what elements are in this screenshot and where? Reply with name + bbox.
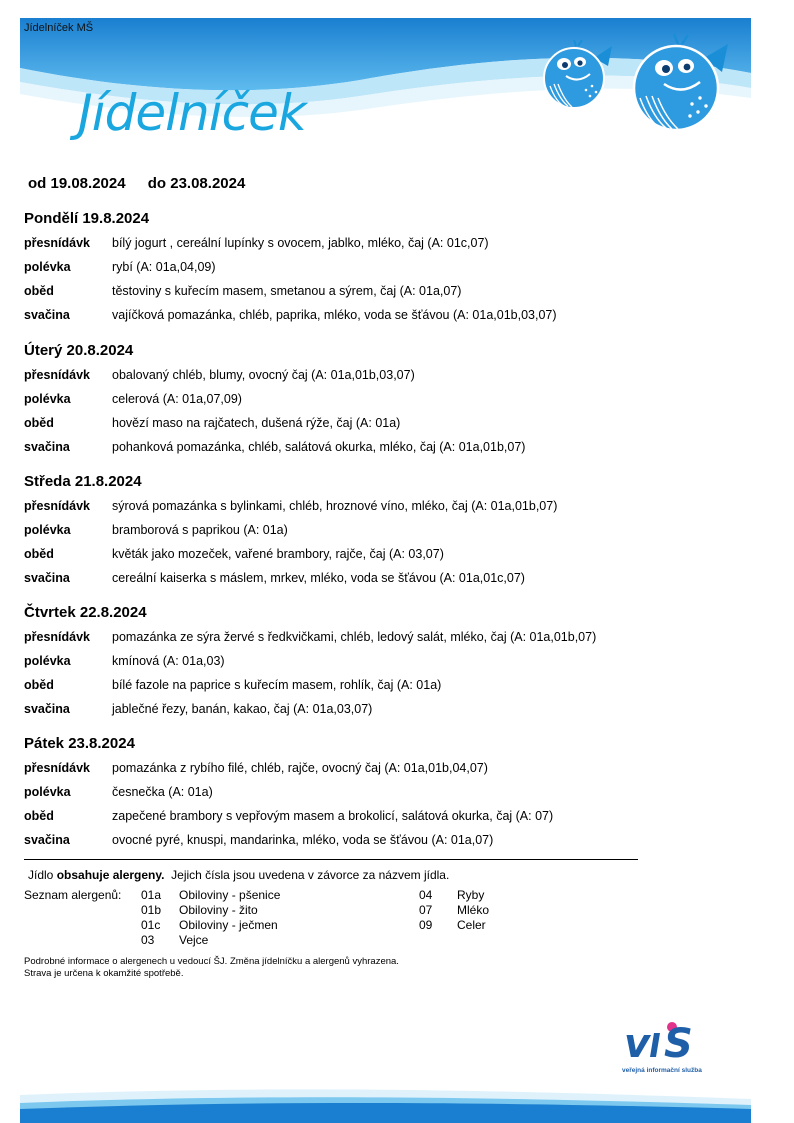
meal-row	[24, 702, 664, 726]
meal-row	[24, 523, 664, 547]
allergen-name: Obiloviny - ječmen	[179, 918, 278, 932]
day-title: Čtvrtek 22.8.2024	[24, 604, 147, 621]
meal-label: svačina	[24, 308, 70, 322]
period-to: do 23.08.2024	[147, 175, 246, 192]
meal-text: cereální kaiserka s máslem, mrkev, mléko, voda se šťávou (A: 01a,01c,07)	[112, 571, 525, 585]
day-section	[24, 473, 664, 595]
svg-text:v: v	[624, 1021, 651, 1067]
meal-label: polévka	[24, 654, 71, 668]
meal-text: pomazánka z rybího filé, chléb, rajče, ovocný čaj (A: 01a,01b,04,07)	[112, 761, 488, 775]
bottom-wave	[20, 1085, 751, 1123]
meal-row	[24, 630, 664, 654]
page-title: Jídelníček	[78, 84, 306, 142]
meal-text: kmínová (A: 01a,03)	[112, 654, 225, 668]
meal-text: květák jako mozeček, vařené brambory, rajče, čaj (A: 03,07)	[112, 547, 444, 561]
allergen-name: Obiloviny - pšenice	[179, 888, 281, 902]
day-section	[24, 210, 664, 332]
meal-row	[24, 833, 664, 857]
meal-row	[24, 392, 664, 416]
meal-label: přesnídávk	[24, 630, 91, 644]
meal-row	[24, 571, 664, 595]
meal-row	[24, 308, 664, 332]
day-title: Pátek 23.8.2024	[24, 735, 135, 752]
allergen-item	[141, 888, 280, 902]
allergen-name: Ryby	[457, 888, 485, 902]
allergen-item	[141, 918, 278, 932]
divider	[24, 859, 638, 860]
allergen-name: Vejce	[179, 933, 209, 947]
meal-label: oběd	[24, 678, 54, 692]
small-fish-icon	[542, 40, 614, 110]
header-banner	[20, 18, 751, 148]
period-from: od 19.08.2024	[28, 175, 126, 192]
vis-logo	[620, 1015, 720, 1085]
meal-text: bramborová s paprikou (A: 01a)	[112, 523, 288, 537]
meal-text: vajíčková pomazánka, chléb, paprika, mléko, voda se šťávou (A: 01a,01b,03,07)	[112, 308, 557, 322]
meal-label: přesnídávk	[24, 761, 91, 775]
meal-text: jablečné řezy, banán, kakao, čaj (A: 01a,03,07)	[112, 702, 373, 716]
allergen-code: 04	[419, 888, 433, 902]
allergen-item	[141, 903, 258, 917]
allergen-code: 01a	[141, 888, 162, 902]
meal-text: zapečené brambory s vepřovým masem a brokolicí, salátová okurka, čaj (A: 07)	[112, 809, 554, 823]
allergen-code: 07	[419, 903, 433, 917]
day-section	[24, 604, 664, 726]
allergen-name: Mléko	[457, 903, 490, 917]
allergen-code: 01b	[141, 903, 162, 917]
meal-text: rybí (A: 01a,04,09)	[112, 260, 216, 274]
meal-label: přesnídávk	[24, 368, 91, 382]
document-label: Jídelníček MŠ	[24, 22, 94, 34]
allergen-note-bold: obsahuje alergeny.	[56, 868, 165, 882]
day-title: Středa 21.8.2024	[24, 473, 142, 490]
logo-subtitle: veřejná informační služba	[622, 1067, 702, 1074]
footer-note	[24, 956, 399, 980]
meal-label: polévka	[24, 523, 71, 537]
menu-period	[28, 175, 245, 192]
meal-label: polévka	[24, 785, 71, 799]
allergen-note-part1: Jídlo	[28, 868, 57, 882]
meal-row	[24, 368, 664, 392]
allergen-list-label: Seznam alergenů:	[24, 888, 122, 902]
allergen-name: Celer	[457, 918, 486, 932]
svg-text:S: S	[664, 1021, 693, 1067]
day-section	[24, 342, 664, 464]
allergen-note	[28, 868, 449, 882]
meal-text: pohanková pomazánka, chléb, salátová okurka, mléko, čaj (A: 01a,01b,07)	[112, 440, 526, 454]
meal-row	[24, 499, 664, 523]
allergen-item	[141, 933, 208, 947]
meal-label: svačina	[24, 571, 70, 585]
footer-line: Podrobné informace o alergenech u vedoucí ŠJ. Změna jídelníčku a alergenů vyhrazena.	[24, 956, 399, 967]
meal-text: česnečka (A: 01a)	[112, 785, 213, 799]
meal-text: obalovaný chléb, blumy, ovocný čaj (A: 01a,01b,03,07)	[112, 368, 415, 382]
meal-label: polévka	[24, 260, 71, 274]
meal-label: oběd	[24, 809, 54, 823]
meal-row	[24, 785, 664, 809]
meal-text: celerová (A: 01a,07,09)	[112, 392, 242, 406]
meal-label: oběd	[24, 416, 54, 430]
meal-text: bílé fazole na paprice s kuřecím masem, rohlík, čaj (A: 01a)	[112, 678, 442, 692]
meal-row	[24, 547, 664, 571]
meal-row	[24, 416, 664, 440]
allergen-item	[419, 918, 486, 932]
meal-row	[24, 440, 664, 464]
meal-row	[24, 260, 664, 284]
meal-text: pomazánka ze sýra žervé s ředkvičkami, chléb, ledový salát, mléko, čaj (A: 01a,01b,07)	[112, 630, 597, 644]
meal-label: svačina	[24, 702, 70, 716]
meal-row	[24, 236, 664, 260]
big-fish-icon	[630, 32, 730, 132]
allergen-note-part2: Jejich čísla jsou uvedena v závorce za názvem jídla.	[164, 868, 450, 882]
allergen-item	[419, 903, 489, 917]
meal-label: přesnídávk	[24, 236, 91, 250]
meal-row	[24, 654, 664, 678]
day-title: Úterý 20.8.2024	[24, 342, 134, 359]
allergen-code: 09	[419, 918, 433, 932]
meal-label: polévka	[24, 392, 71, 406]
meal-label: přesnídávk	[24, 499, 91, 513]
meal-label: oběd	[24, 284, 54, 298]
footer-line: Strava je určena k okamžité spotřebě.	[24, 968, 184, 979]
meal-label: oběd	[24, 547, 54, 561]
meal-text: ovocné pyré, knuspi, mandarinka, mléko, voda se šťávou (A: 01a,07)	[112, 833, 494, 847]
meal-text: hovězí maso na rajčatech, dušená rýže, čaj (A: 01a)	[112, 416, 401, 430]
meal-text: sýrová pomazánka s bylinkami, chléb, hroznové víno, mléko, čaj (A: 01a,01b,07)	[112, 499, 558, 513]
day-title: Pondělí 19.8.2024	[24, 210, 150, 227]
allergen-item	[419, 888, 484, 902]
day-section	[24, 735, 664, 857]
allergen-code: 03	[141, 933, 155, 947]
allergen-code: 01c	[141, 918, 161, 932]
meal-text: těstoviny s kuřecím masem, smetanou a sýrem, čaj (A: 01a,07)	[112, 284, 462, 298]
meal-row	[24, 761, 664, 785]
allergen-name: Obiloviny - žito	[179, 903, 258, 917]
meal-label: svačina	[24, 833, 70, 847]
meal-text: bílý jogurt , cereální lupínky s ovocem, jablko, mléko, čaj (A: 01c,07)	[112, 236, 489, 250]
meal-row	[24, 809, 664, 833]
meal-label: svačina	[24, 440, 70, 454]
meal-row	[24, 284, 664, 308]
vis-logo-icon	[620, 1015, 720, 1085]
meal-row	[24, 678, 664, 702]
